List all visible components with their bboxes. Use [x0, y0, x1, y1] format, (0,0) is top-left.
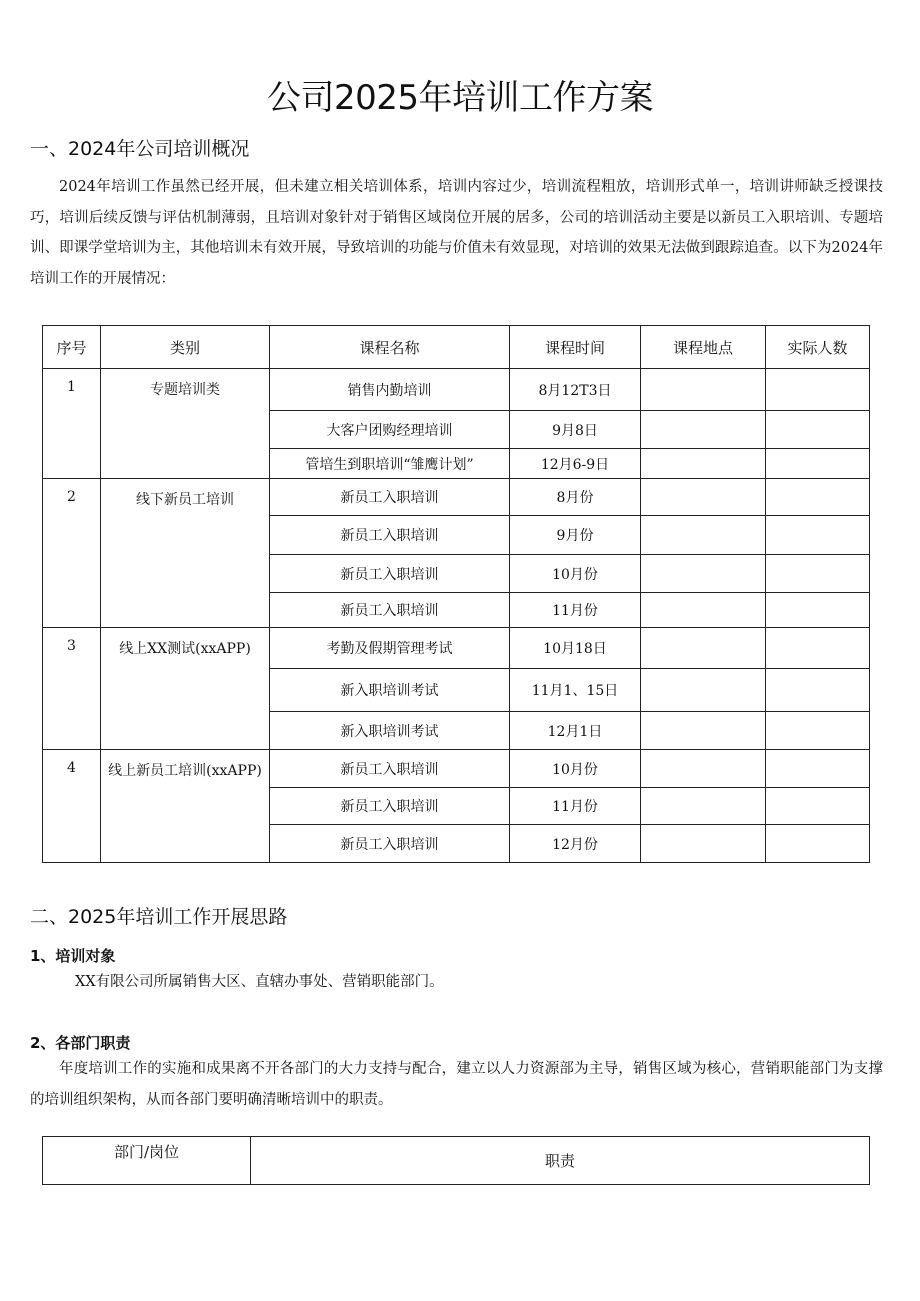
course-attendees — [766, 788, 870, 825]
course-attendees — [766, 479, 870, 516]
header-time: 课程时间 — [510, 326, 641, 369]
course-attendees — [766, 369, 870, 411]
course-time: 9月份 — [510, 516, 641, 555]
course-name: 新员工入职培训 — [270, 479, 510, 516]
subsection-2-heading: 2、各部门职责 — [30, 1034, 131, 1052]
course-name: 新员工入职培训 — [270, 555, 510, 593]
course-name: 新员工入职培训 — [270, 593, 510, 628]
course-name: 考勤及假期管理考试 — [270, 628, 510, 669]
course-location — [641, 628, 766, 669]
group-no: 3 — [43, 628, 101, 750]
subsection-2-text: 年度培训工作的实施和成果离不开各部门的大力支持与配合，建立以人力资源部为主导，销售区域为核心，营销职能部门为支撑的培训组织架构，从而各部门要明确清晰培训中的职责。 — [30, 1061, 883, 1108]
course-location — [641, 593, 766, 628]
header-attendees: 实际人数 — [766, 326, 870, 369]
course-attendees — [766, 593, 870, 628]
section-1-paragraph: 2024年培训工作虽然已经开展，但未建立相关培训体系，培训内容过少，培训流程粗放，培训形式单一，培训讲师缺乏授课技巧，培训后续反馈与评估机制薄弱，且培训对象针对于销售区域岗位开展的居多，公司的培训活动主要是以新员工入职培训、专题培训、即课学堂培训为主，其他培训未有效开展，导致培训的功能与价值未有效显现，对培训的效果无法做到跟踪追查。以下为2024年培训工作的开展情况： — [30, 179, 883, 287]
course-time: 12月1日 — [510, 712, 641, 750]
subsection-1-text: XX有限公司所属销售大区、直辖办事处、营销职能部门。 — [75, 974, 444, 990]
course-time: 10月份 — [510, 555, 641, 593]
course-time: 10月18日 — [510, 628, 641, 669]
course-attendees — [766, 411, 870, 449]
course-name: 新员工入职培训 — [270, 788, 510, 825]
course-name: 新入职培训考试 — [270, 712, 510, 750]
course-location — [641, 788, 766, 825]
course-name: 管培生到职培训“雏鹰计划” — [270, 449, 510, 479]
course-attendees — [766, 449, 870, 479]
group-no: 1 — [43, 369, 101, 479]
course-time: 8月份 — [510, 479, 641, 516]
course-time: 12月份 — [510, 825, 641, 863]
course-name: 销售内勤培训 — [270, 369, 510, 411]
course-time: 11月份 — [510, 593, 641, 628]
duties-table — [42, 1136, 870, 1185]
table-header-row — [43, 326, 870, 369]
course-location — [641, 555, 766, 593]
header-category: 类别 — [101, 326, 270, 369]
course-location — [641, 369, 766, 411]
course-location — [641, 825, 766, 863]
course-time: 9月8日 — [510, 411, 641, 449]
course-location — [641, 411, 766, 449]
course-location — [641, 516, 766, 555]
course-time: 10月份 — [510, 750, 641, 788]
course-name: 新员工入职培训 — [270, 750, 510, 788]
header-department: 部门/岗位 — [43, 1137, 251, 1185]
header-duties: 职责 — [251, 1137, 870, 1185]
header-no: 序号 — [43, 326, 101, 369]
course-attendees — [766, 825, 870, 863]
table-row — [43, 628, 870, 669]
course-time: 11月份 — [510, 788, 641, 825]
subsection-1-heading: 1、培训对象 — [30, 947, 116, 965]
group-category: 线上新员工培训(xxAPP) — [101, 750, 270, 863]
table-header-row — [43, 1137, 870, 1185]
course-attendees — [766, 516, 870, 555]
group-no: 4 — [43, 750, 101, 863]
course-attendees — [766, 555, 870, 593]
table-row — [43, 369, 870, 411]
course-location — [641, 712, 766, 750]
section-2-heading: 二、2025年培训工作开展思路 — [30, 906, 288, 928]
course-location — [641, 449, 766, 479]
header-course: 课程名称 — [270, 326, 510, 369]
course-location — [641, 750, 766, 788]
group-no: 2 — [43, 479, 101, 628]
course-name: 新员工入职培训 — [270, 825, 510, 863]
course-attendees — [766, 712, 870, 750]
course-attendees — [766, 628, 870, 669]
page-title: 公司2025年培训工作方案 — [266, 78, 654, 118]
group-category: 专题培训类 — [101, 369, 270, 479]
section-1-heading: 一、2024年公司培训概况 — [30, 138, 250, 160]
group-category: 线上XX测试(xxAPP) — [101, 628, 270, 750]
header-location: 课程地点 — [641, 326, 766, 369]
course-attendees — [766, 669, 870, 712]
course-time: 8月12T3日 — [510, 369, 641, 411]
course-attendees — [766, 750, 870, 788]
table-row — [43, 479, 870, 516]
group-category: 线下新员工培训 — [101, 479, 270, 628]
course-name: 新入职培训考试 — [270, 669, 510, 712]
course-time: 12月6-9日 — [510, 449, 641, 479]
training-table-2024 — [42, 325, 870, 863]
course-time: 11月1、15日 — [510, 669, 641, 712]
course-location — [641, 669, 766, 712]
course-name: 新员工入职培训 — [270, 516, 510, 555]
course-name: 大客户团购经理培训 — [270, 411, 510, 449]
table-row — [43, 750, 870, 788]
course-location — [641, 479, 766, 516]
